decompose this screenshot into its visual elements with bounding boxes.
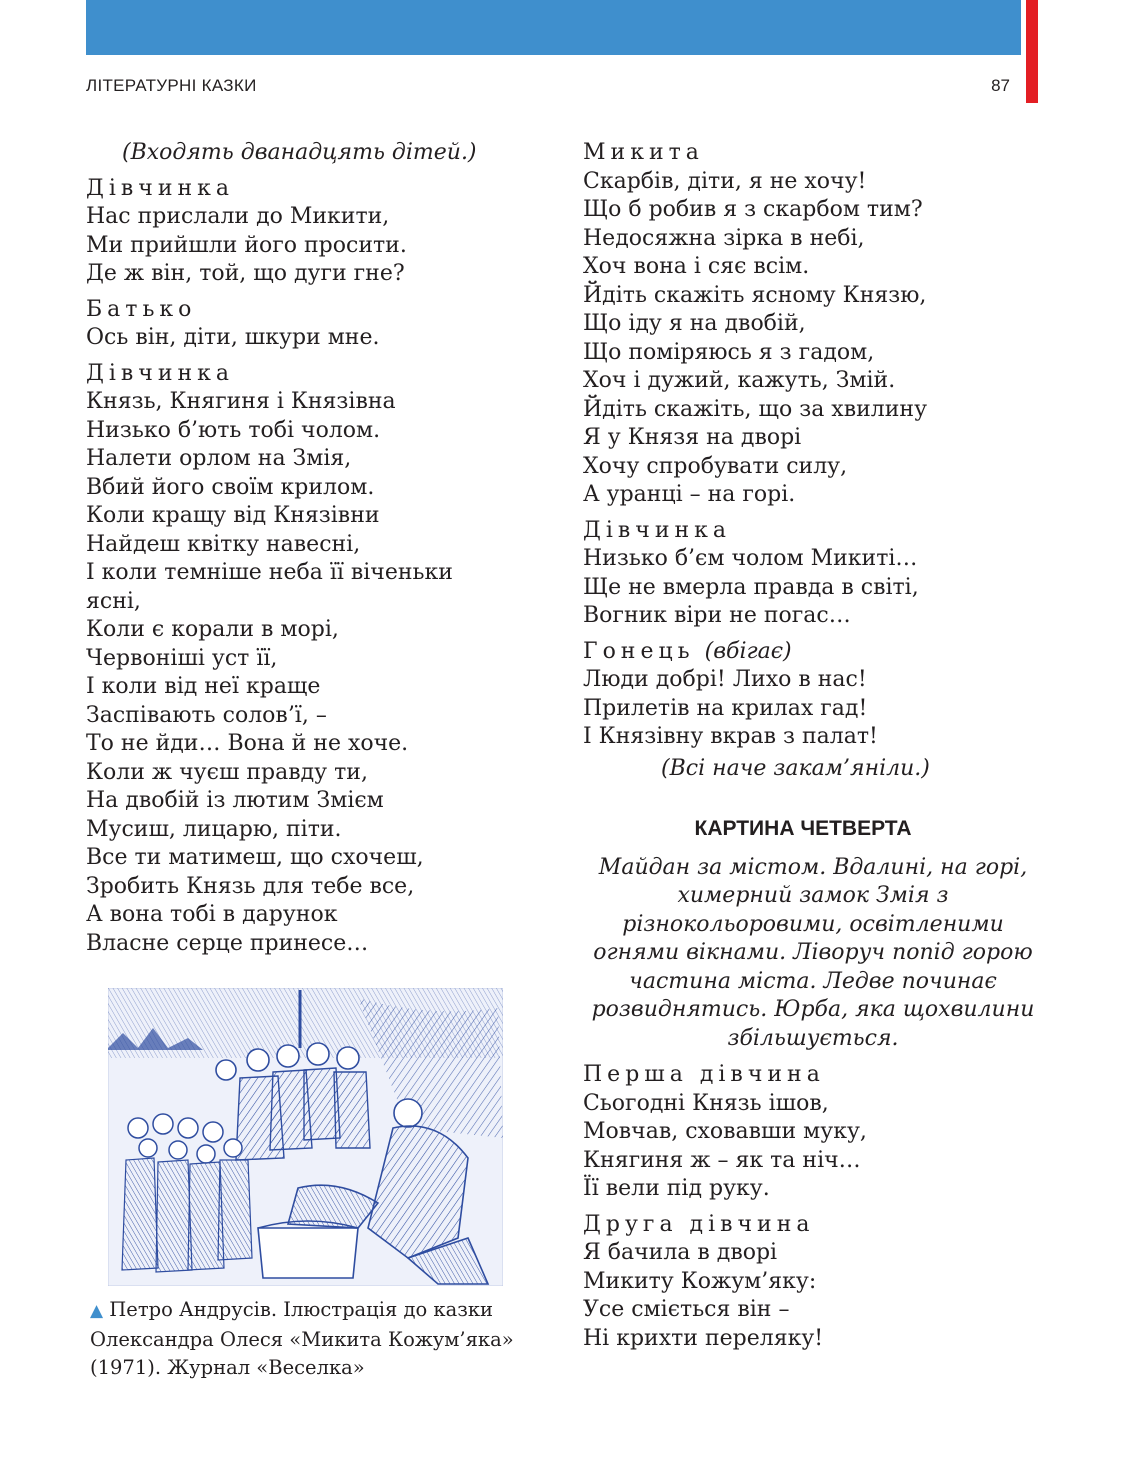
verse-line: Зробить Князь для тебе все, (86, 873, 415, 899)
verse-line: Що іду я на двобій, (583, 311, 806, 336)
stage-direction: (Входять дванадцять дітей.) (122, 140, 477, 165)
verse-line: Недосяжна зірка в небі, (583, 225, 865, 251)
dialogue-block (583, 517, 1043, 631)
verse-line: Усе сміється він – (583, 1297, 790, 1322)
verse-line: Йдіть скажіть, що за хвилину (583, 396, 928, 422)
right-column (583, 139, 1043, 1353)
scene-description: Майдан за містом. Вдалині, на горі, химерний замок Змія з різнокольоровими, освітленими огнями вікнами. Ліворуч попід горою частина міста. Ледве починає розвиднятись. Юрба, яка щохвилини збільшується. (591, 854, 1035, 1051)
speaker-name: Дівчинка (86, 360, 235, 386)
verse-line: Все ти матимеш, що схочеш, (86, 845, 424, 870)
verse-line: І коли темніше неба її віченьки (86, 560, 453, 585)
verse-line: Що поміряюсь я з гадом, (583, 339, 875, 365)
verse-line: Низько б’єм чолом Микиті… (583, 546, 918, 571)
verse-line: То не йди… Вона й не хоче. (86, 731, 409, 756)
verse-line: Я у Князя на дворі (583, 425, 802, 450)
verse-line: І Князівну вкрав з палат! (583, 724, 878, 749)
verse-line: Люди добрі! Лихо в нас! (583, 667, 867, 692)
verse-line: А уранці – на горі. (583, 482, 796, 507)
verse-line: Хоч вона і сяє всім. (583, 254, 810, 279)
caption-text: Петро Андрусів. Ілюстрація до казки Олександра Олеся «Микита Кожум’яка» (1971). Журнал «Веселка» (90, 1298, 514, 1379)
speaker-name: Батько (86, 296, 197, 322)
dialogue-block (86, 360, 516, 959)
dialogue-block (583, 139, 1043, 510)
speaker-name: Перша дівчина (583, 1062, 825, 1087)
verse-line: Коли ж чуєш правду ти, (86, 759, 368, 785)
verse-line: Йдіть скажіть ясному Князю, (583, 282, 927, 308)
verse-line: А вона тобі в дарунок (86, 902, 338, 927)
verse-line: Ні крихти переляку! (583, 1325, 824, 1351)
page-number: 87 (991, 76, 1010, 95)
verse-line: Заспівають солов’ї, – (86, 702, 327, 728)
dialogue-block (86, 175, 516, 289)
verse-line: Її вели під руку. (583, 1176, 770, 1201)
verse-line: Прилетів на крилах гад! (583, 695, 868, 721)
verse-line: Сьогодні Князь ішов, (583, 1090, 829, 1116)
speaker-label: Гонець (583, 638, 695, 664)
verse-line: Скарбів, діти, я не хочу! (583, 168, 867, 194)
speaker-name: Дівчинка (583, 517, 732, 543)
stage-direction: (Всі наче закам’яніли.) (661, 755, 930, 781)
verse-line: Микиту Кожум’яку: (583, 1268, 817, 1294)
verse-line: Вбий його своїм крилом. (86, 474, 375, 500)
speaker-name: Друга дівчина (583, 1211, 815, 1237)
verse-line: Я бачила в дворі (583, 1240, 778, 1265)
speaker-name: Дівчинка (86, 175, 235, 201)
verse-line: Ми прийшли його просити. (86, 232, 407, 258)
illustration-image (108, 988, 503, 1286)
verse-line: Княгиня ж – як та ніч… (583, 1147, 861, 1173)
verse-line: Ось він, діти, шкури мне. (86, 325, 380, 350)
dialogue-block (86, 296, 516, 353)
top-color-band (86, 0, 1021, 55)
verse-line: Князь, Княгиня і Князівна (86, 389, 396, 414)
stage-aside: (вбігає) (704, 638, 792, 664)
verse-line: Вогник віри не погас… (583, 603, 851, 628)
verse-line: Нас прислали до Микити, (86, 204, 390, 229)
verse-line: На двобій із лютим Змієм (86, 788, 384, 813)
verse-line: Коли кращу від Князівни (86, 503, 380, 528)
verse-line: Хоч і дужий, кажуть, Змій. (583, 368, 896, 393)
verse-line: Червоніші уст її, (86, 645, 278, 671)
verse-line: Мусиш, лицарю, піти. (86, 816, 342, 842)
verse-line: Налети орлом на Змія, (86, 446, 352, 471)
left-column (86, 139, 516, 958)
dialogue-block (583, 1061, 1043, 1204)
triangle-icon: ▲ (90, 1301, 104, 1321)
verse-line: Власне серце принесе… (86, 930, 369, 956)
verse-line: Що б робив я з скарбом тим? (583, 197, 923, 222)
verse-line: Хочу спробувати силу, (583, 453, 848, 479)
verse-line: Де ж він, той, що дуги гне? (86, 261, 405, 286)
running-header: ЛІТЕРАТУРНІ КАЗКИ (86, 76, 257, 95)
verse-line: Низько б’ють тобі чолом. (86, 417, 381, 443)
speaker-name (583, 638, 1043, 667)
dialogue-block (583, 1211, 1043, 1354)
verse-line: Мовчав, сховавши муку, (583, 1119, 867, 1144)
verse-line: Ще не вмерла правда в світі, (583, 574, 919, 600)
verse-line: Коли є корали в морі, (86, 617, 339, 642)
verse-line: ясні, (86, 588, 141, 614)
dialogue-block (583, 638, 1043, 752)
speaker-name: Микита (583, 140, 704, 165)
verse-line: Найдеш квітку навесні, (86, 531, 361, 557)
verse-line: І коли від неї краще (86, 674, 321, 699)
page-edge-marker (1026, 0, 1038, 103)
illustration-caption (90, 1296, 530, 1383)
scene-title: КАРТИНА ЧЕТВЕРТА (694, 817, 912, 840)
